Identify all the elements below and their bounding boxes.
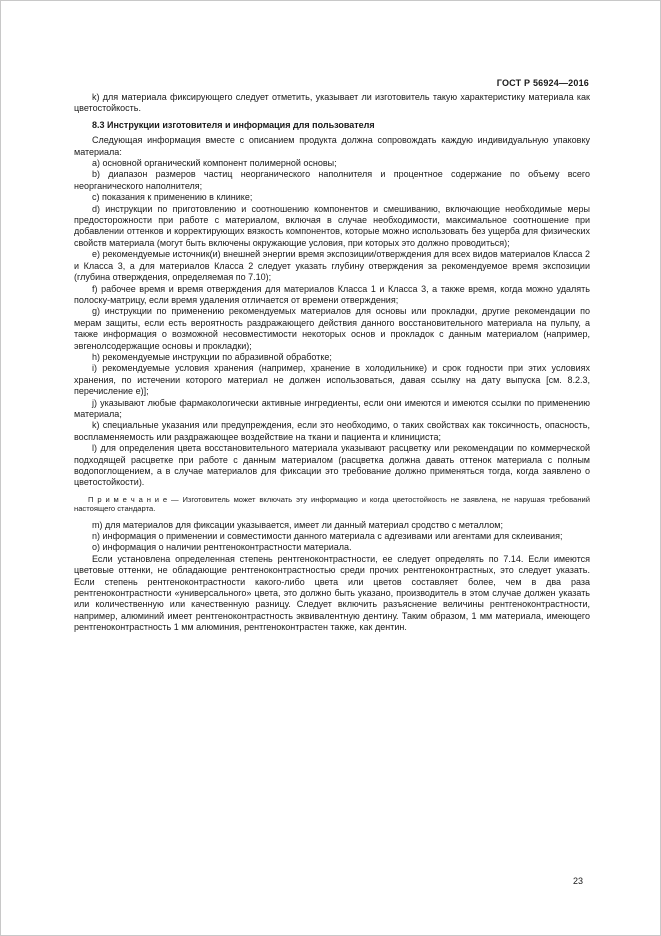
list-item-f: f) рабочее время и время отверждения для материалов Класса 1 и Класса 3, а также время, когда можно удалять полоску-матрицу, если время удаления отличается от времени отверждения;: [74, 283, 590, 305]
list-item-n: n) информация о применении и совместимости данного материала с адгезивами или агентами для склеивания;: [92, 531, 563, 542]
list-item-a: a) основной органический компонент полимерной основы;: [92, 158, 337, 169]
list-item-l: l) для определения цвета восстановительного материала указывают расцветку или рекомендации по коммерческой подходящей расцветке при работе с данным материалом (расцветка должна давать оттенок материала с полным водопоглощением, а в случае материалов для фиксации это требование должно применяться тогда, когда заявлено о цветостойкости).: [74, 443, 590, 488]
list-item-e: e) рекомендуемые источник(и) внешней энергии время экспозиции/отверждения для всех видов материалов Класса 2 и Класса 3, а для материалов Класса 2 следует указать глубину отверждения за рекомендуемое время экспозиции (глубина отверждения, определяемая по 7.10);: [74, 249, 590, 283]
list-item-m: m) для материалов для фиксации указывается, имеет ли данный материал сродство с металлом;: [92, 519, 503, 530]
list-item-o: o) информация о наличии рентгеноконтрастности материала.: [92, 542, 352, 553]
list-item-g: g) инструкции по применению рекомендуемых материалов для основы или прокладки, другие рекомендации по мерам защиты, если есть вероятность раздражающего действия данного восстановительного материала на пульпу, а также информация о возможной несовместимости некоторых основ и прокладок с данным материалом (например, эвгенолсодержащие основы и прокладки);: [74, 306, 590, 351]
list-item-c: c) показания к применению в клинике;: [92, 192, 253, 203]
doc-code: ГОСТ Р 56924—2016: [496, 78, 589, 88]
intro-paragraph: Следующая информация вместе с описанием продукта должна сопровождать каждую индивидуальную упаковку материала:: [74, 135, 590, 157]
page-number: 23: [572, 876, 583, 886]
note-paragraph: П р и м е ч а н и е — Изготовитель может включать эту информацию и когда цветостойкость не заявлена, не нарушая требований настоящего стандарта.: [74, 494, 590, 514]
list-item-d: d) инструкции по приготовлению и соотношению компонентов и смешиванию, включающие необходимые меры предосторожности при работе с материалом, включая в случае необходимости, максимальное соотношение при добавлении оттенков и корректирующих вязкость компонентов, которые можно использовать без ущерба для физических свойств материала (могут быть включены окружающие условия, при которых это должно проводиться);: [74, 203, 590, 248]
section-heading-8-3: 8.3 Инструкции изготовителя и информация для пользователя: [92, 119, 375, 130]
list-item-h: h) рекомендуемые инструкции по абразивной обработке;: [92, 351, 332, 362]
list-item-j: j) указывают любые фармакологически активные ингредиенты, если они имеются и имеются ссылки по применению материала;: [74, 397, 590, 419]
list-item-k-continued: k) для материала фиксирующего следует отметить, указывает ли изготовитель такую характеристику материала как цветостойкость.: [74, 92, 590, 114]
document-body: [74, 92, 590, 634]
list-item-b: b) диапазон размеров частиц неорганического наполнителя и процентное содержание по объему всего неорганического наполнителя;: [74, 169, 590, 191]
closing-paragraph: Если установлена определенная степень рентгеноконтрастности, ее следует определять по 7.14. Если имеются цветовые оттенки, не обладающие рентгеноконтрастностью среди прочих рентгеноконтрастных, это следует указать. Если степень рентгеноконтрастности какого-либо цвета или цветов составляет более, чем в два раза рентгеноконтрастности «универсального» цвета, это должно быть указано, производитель в этом случае должен указать или количественную или качественную разницу. Следует включить разъяснение величины рентгеноконтрастности, например, алюминий имеет рентгеноконтрастность эквивалентную дентину. Таким образом, 1 мм материала, имеющего рентгеноконтрастность 1 мм алюминия, рентгеноконтрастен также, как дентин.: [74, 553, 590, 633]
list-item-k: k) специальные указания или предупреждения, если это необходимо, о таких свойствах как токсичность, опасность, воспламеняемость или раздражающее воздействие на ткани и пациента и клинициста;: [74, 420, 590, 442]
list-item-i: i) рекомендуемые условия хранения (например, хранение в холодильнике) и срок годности при этих условиях хранения, по истечении которого материал не должен использоваться, давая ссылку на дату выпуска [см. 8.2.3, перечисление e)];: [74, 363, 590, 397]
